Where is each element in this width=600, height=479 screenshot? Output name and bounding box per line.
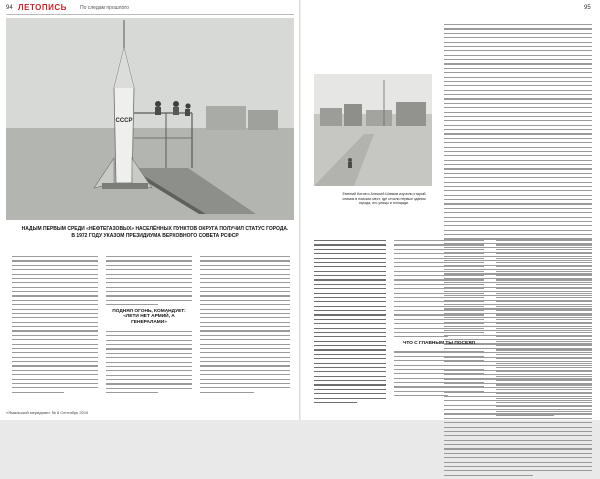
main-photo-caption: НАДЫМ ПЕРВЫМ СРЕДИ «НЕФТЕГАЗОВЫХ» НАСЕЛЁННЫХ ПУНКТОВ ОКРУГА ПОЛУЧИЛ СТАТУС ГОРОДА. В 1972 ГОДУ УКАЗОМ ПРЕЗИДИУМА ВЕРХОВНОГО СОВЕТА РСФСР xyxy=(21,226,289,239)
rocket-slide-illustration xyxy=(6,18,294,220)
right-photo xyxy=(314,74,432,186)
right-page-number: 95 xyxy=(584,5,591,11)
page-gutter xyxy=(299,0,301,420)
left-subheading: ПОДНЯЛ ОГОНЬ, КОМАНДУЕТ: «ЛЕТИ НЕТ АРМИЙ, А ГЕНЕРАЛАМИ» xyxy=(112,308,186,326)
rocket-lettering: СССР xyxy=(115,118,133,124)
town-view-illustration xyxy=(314,74,432,186)
right-photo-caption: Евгений Котов и Алексей Шпаков изучили старый снимок в поисках мест, где стояли первые здания города, его улицы и площади. xyxy=(342,192,426,206)
right-quote-column xyxy=(314,240,386,406)
main-photo xyxy=(6,18,294,220)
left-text-column-3 xyxy=(200,256,290,396)
left-page-number: 94 xyxy=(6,5,13,11)
section-title xyxy=(18,3,67,12)
left-text-column-1 xyxy=(12,256,98,396)
section-title-word: ЛЕТОПИСЬ xyxy=(18,3,67,12)
right-text-column-2 xyxy=(394,240,484,400)
header-rule xyxy=(6,14,294,15)
section-subtitle: По следам прошлого xyxy=(80,5,129,11)
footer-publication-info: «Ямальский меридиан» № 8 Сентябрь 2019 xyxy=(6,410,89,415)
right-subheading: ЧТО С ГЛАВНЫМ ТЫ ПОСЕЯЛ xyxy=(402,340,476,346)
right-text-column-3 xyxy=(496,240,592,419)
left-text-column-2 xyxy=(106,256,192,397)
